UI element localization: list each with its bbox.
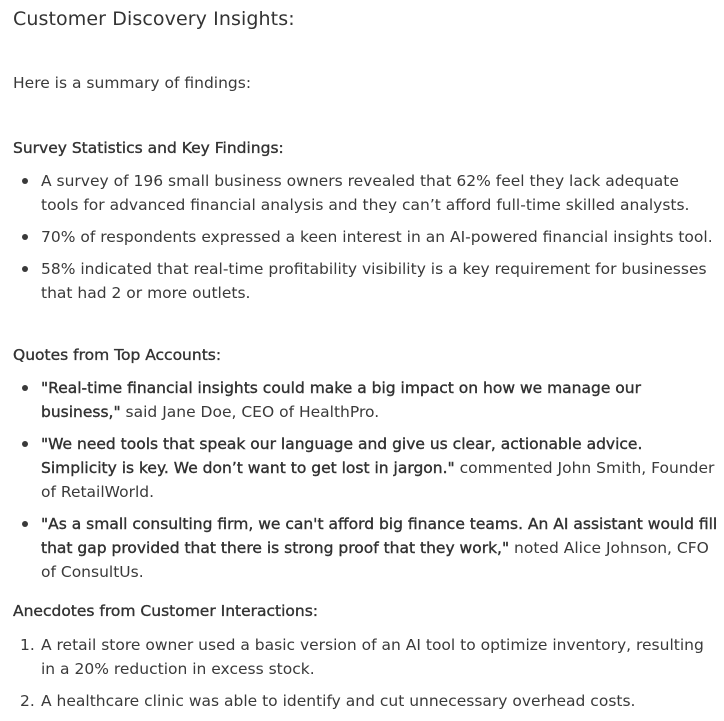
intro-text: Here is a summary of findings: (13, 74, 252, 92)
survey-findings-list (13, 169, 719, 313)
anecdotes-list (13, 633, 719, 721)
list-item (13, 512, 719, 584)
list-item (13, 225, 719, 249)
list-item (13, 633, 719, 681)
quote-attribution: said Jane Doe, CEO of HealthPro. (120, 403, 380, 421)
section-heading-anecdotes: Anecdotes from Customer Interactions: (13, 602, 319, 620)
section-heading-quotes: Quotes from Top Accounts: (13, 346, 222, 364)
list-item-text: A healthcare clinic was able to identify and cut unnecessary overhead costs. (41, 692, 636, 710)
quotes-list (13, 376, 719, 592)
quote-text: "As a small consulting firm, we can't afford big finance teams. An AI assistant would fill that gap provided that there is strong proof that they work," (41, 515, 718, 557)
list-item (13, 376, 719, 424)
quote-attribution: noted Alice Johnson, CFO of ConsultUs. (41, 539, 709, 581)
list-number: 2. (20, 692, 35, 710)
section-heading-survey: Survey Statistics and Key Findings: (13, 139, 284, 157)
quote-text: "Real-time financial insights could make a big impact on how we manage our business," (41, 379, 641, 421)
quote-text: "We need tools that speak our language and give us clear, actionable advice. Simplicity is key. We don’t want to get lost in jargon." (41, 435, 643, 477)
list-item-text: 58% indicated that real-time profitability visibility is a key requirement for businesses that had 2 or more outlets. (41, 260, 707, 302)
list-item (13, 257, 719, 305)
list-item-text: 70% of respondents expressed a keen interest in an AI-powered financial insights tool. (41, 228, 713, 246)
list-number: 1. (20, 636, 35, 654)
list-item-text: A retail store owner used a basic version of an AI tool to optimize inventory, resulting in a 20% reduction in excess stock. (41, 636, 704, 678)
list-item (13, 689, 719, 713)
page-title: Customer Discovery Insights: (13, 8, 295, 30)
list-item-text: A survey of 196 small business owners revealed that 62% feel they lack adequate tools for advanced financial analysis and they can’t afford full-time skilled analysts. (41, 172, 690, 214)
quote-attribution: commented John Smith, Founder of RetailWorld. (41, 459, 715, 501)
list-item (13, 169, 719, 217)
list-item (13, 432, 719, 504)
